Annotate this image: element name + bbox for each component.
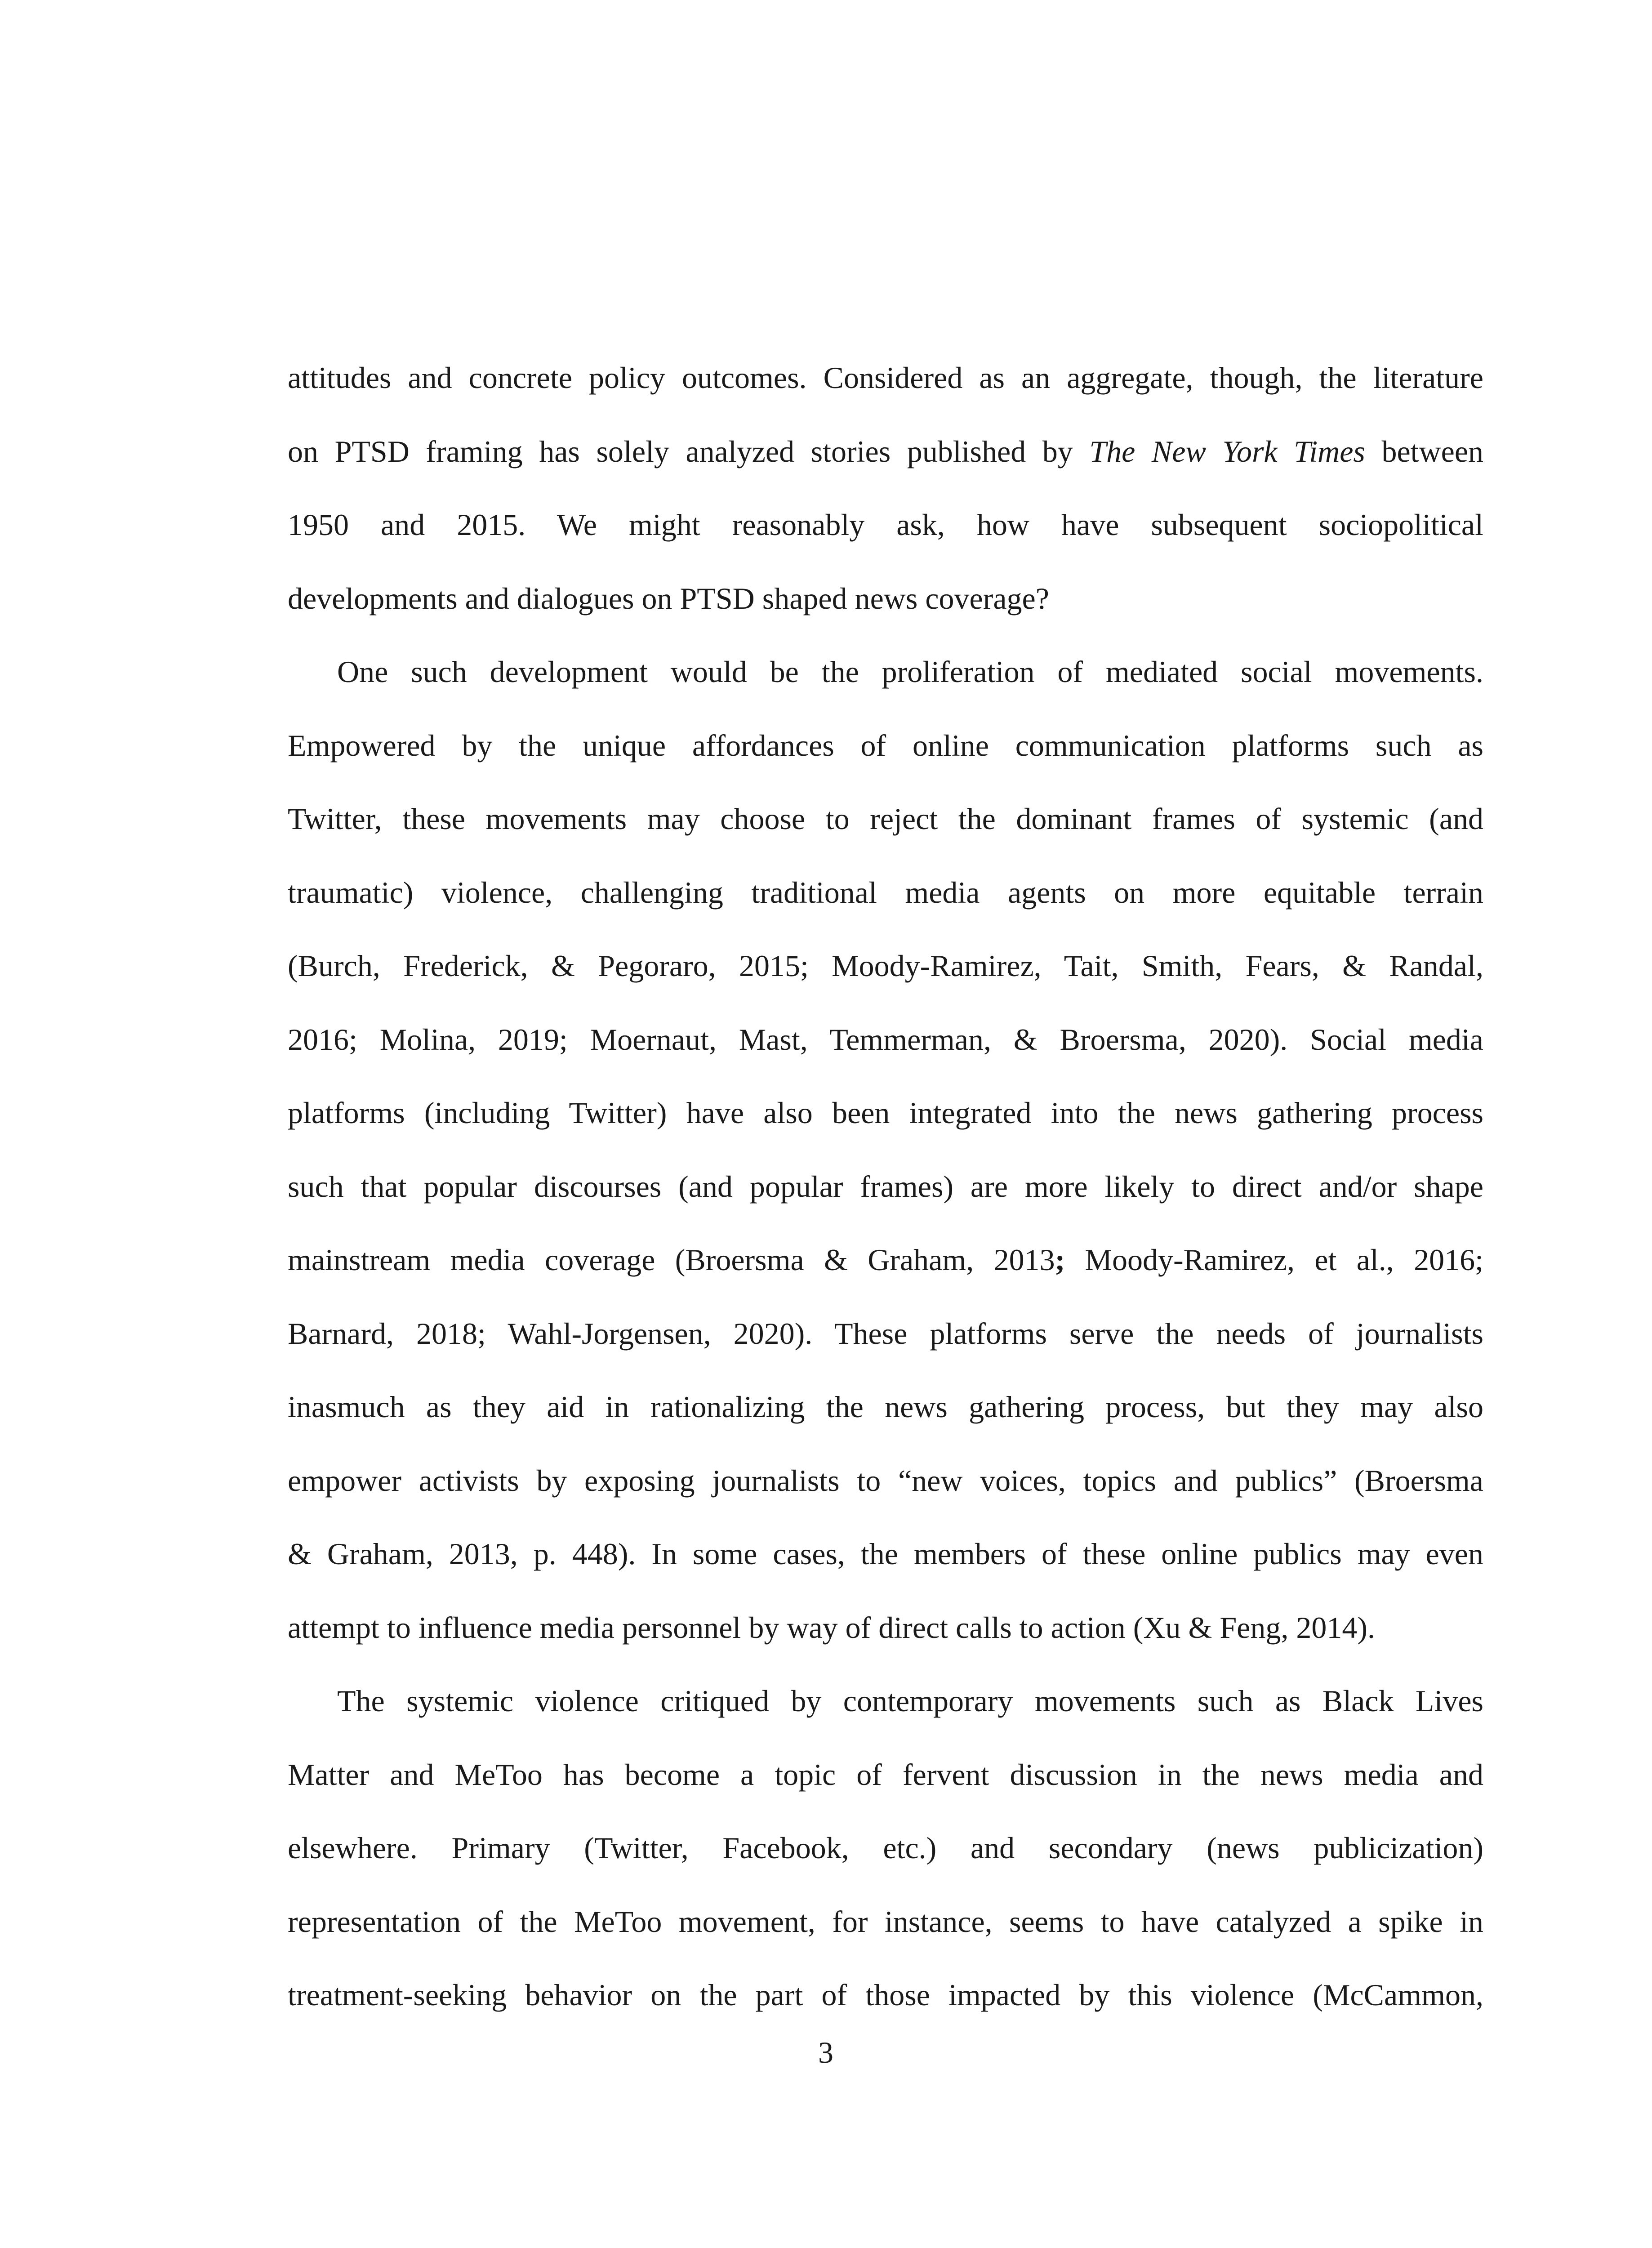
text-line: representation of the MeToo movement, for instance, seems to have catalyzed a spike in xyxy=(288,1904,1483,1939)
bold-semicolon: ; xyxy=(1055,1243,1065,1277)
text-line xyxy=(288,1242,1483,1316)
newspaper-title: The New York Times xyxy=(1089,434,1365,468)
text-line: treatment-seeking behavior on the part of those impacted by this violence (McCammon, xyxy=(288,1978,1483,2012)
text-line: Twitter, these movements may choose to reject the dominant frames of systemic (and xyxy=(288,802,1483,836)
text-line: & Graham, 2013, p. 448). In some cases, the members of these online publics may even xyxy=(288,1537,1483,1571)
text-line: traumatic) violence, challenging traditional media agents on more equitable terrain xyxy=(288,875,1483,910)
text-line: empower activists by exposing journalists to “new voices, topics and publics” (Broersma xyxy=(288,1463,1483,1498)
text-line: Matter and MeToo has become a topic of fervent discussion in the news media and xyxy=(288,1757,1483,1792)
text-line: Empowered by the unique affordances of online communication platforms such as xyxy=(288,728,1483,763)
text-line: developments and dialogues on PTSD shaped news coverage? xyxy=(288,581,1049,616)
body-text xyxy=(288,360,1483,2051)
text-line: 1950 and 2015. We might reasonably ask, how have subsequent sociopolitical xyxy=(288,508,1483,542)
text-line: such that popular discourses (and popular frames) are more likely to direct and/or shape xyxy=(288,1169,1483,1204)
text-segment: mainstream media coverage (Broersma & Graham, 2013 xyxy=(288,1243,1055,1277)
text-line: elsewhere. Primary (Twitter, Facebook, etc.) and secondary (news publicization) xyxy=(288,1831,1483,1865)
paragraph-first-line: One such development would be the proliferation of mediated social movements. xyxy=(337,655,1483,689)
text-line: (Burch, Frederick, & Pegoraro, 2015; Moody-Ramirez, Tait, Smith, Fears, & Randal, xyxy=(288,949,1483,983)
page-number: 3 xyxy=(818,2035,833,2070)
text-segment: on PTSD framing has solely analyzed stories published by xyxy=(288,434,1090,468)
text-segment: between xyxy=(1365,434,1484,468)
paragraph-first-line: The systemic violence critiqued by contemporary movements such as Black Lives xyxy=(337,1684,1483,1718)
text-line: inasmuch as they aid in rationalizing the news gathering process, but they may also xyxy=(288,1390,1483,1424)
text-line xyxy=(288,433,1483,507)
text-line: attitudes and concrete policy outcomes. Considered as an aggregate, though, the literature xyxy=(288,361,1483,395)
text-line: 2016; Molina, 2019; Moernaut, Mast, Temmerman, & Broersma, 2020). Social media xyxy=(288,1022,1483,1057)
text-line: Barnard, 2018; Wahl-Jorgensen, 2020). These platforms serve the needs of journalists xyxy=(288,1316,1483,1351)
text-segment: Moody-Ramirez, et al., 2016; xyxy=(1065,1243,1483,1277)
text-line: attempt to influence media personnel by way of direct calls to action (Xu & Feng, 2014). xyxy=(288,1610,1375,1645)
text-line: platforms (including Twitter) have also been integrated into the news gathering process xyxy=(288,1096,1483,1130)
